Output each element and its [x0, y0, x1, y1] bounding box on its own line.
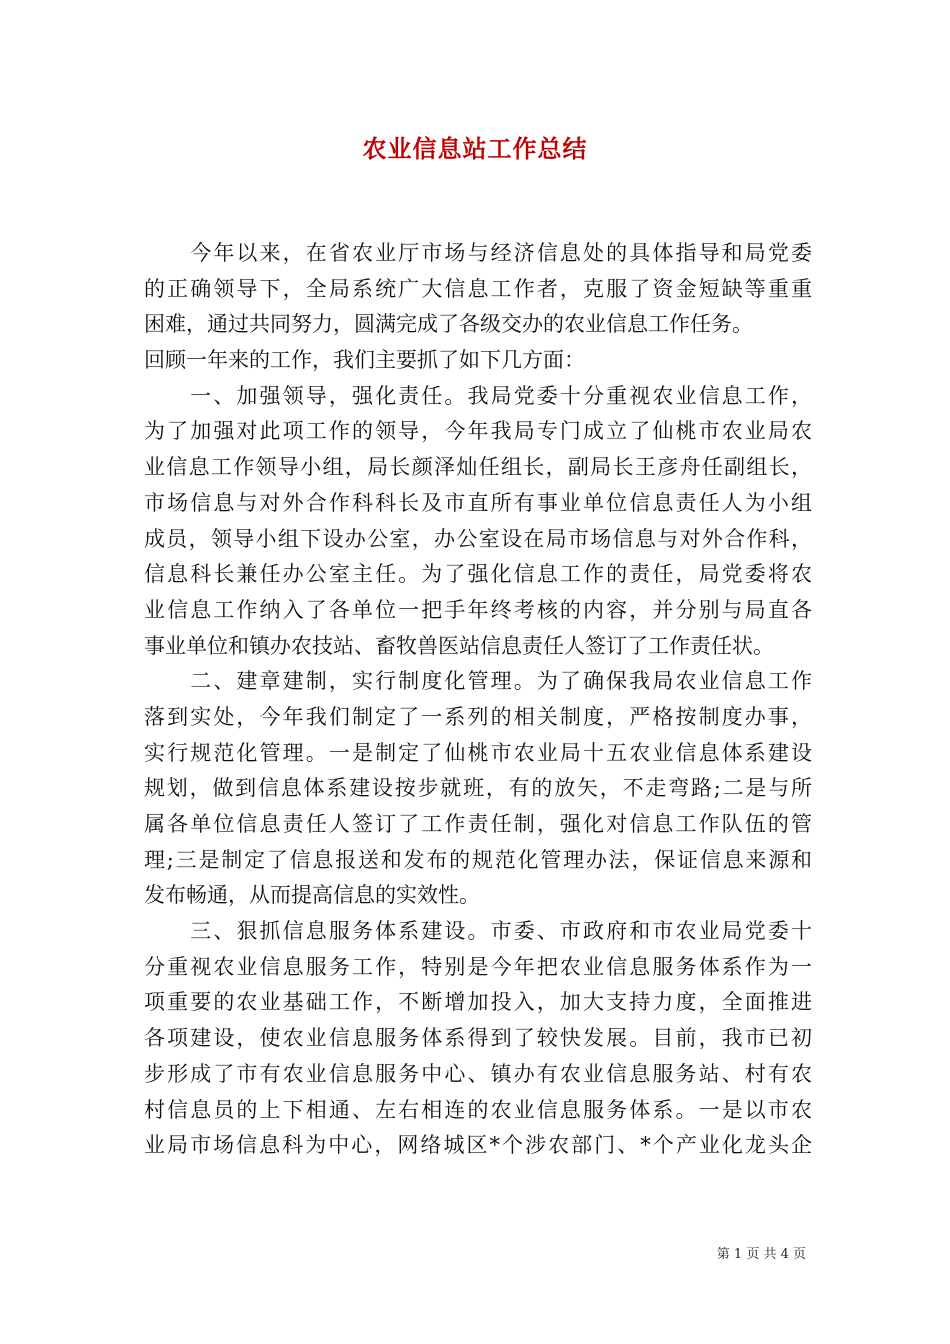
- text-line: 业局市场信息科为中心，网络城区*个涉农部门、*个产业化龙头企: [144, 1133, 812, 1158]
- text-line: 村信息员的上下相通、左右相连的农业信息服务体系。一是以市农: [144, 1097, 812, 1122]
- text-line: 发布畅通，从而提高信息的实效性。: [144, 883, 480, 908]
- text-line: 今年以来，在省农业厅市场与经济信息处的具体指导和局党委: [144, 241, 812, 265]
- text-line: 市场信息与对外合作科科长及市直所有事业单位信息责任人为小组: [144, 490, 812, 515]
- text-line: 的正确领导下，全局系统广大信息工作者，克服了资金短缺等重重: [144, 276, 812, 301]
- text-line: 属各单位信息责任人签订了工作责任制，强化对信息工作队伍的管: [144, 812, 812, 836]
- text-line: 回顾一年来的工作，我们主要抓了如下几方面：: [144, 348, 585, 373]
- text-line: 理;三是制定了信息报送和发布的规范化管理办法，保证信息来源和: [144, 847, 812, 872]
- text-line: 一、加强领导，强化责任。我局党委十分重视农业信息工作，: [144, 383, 812, 408]
- text-line: 成员，领导小组下设办公室，办公室设在局市场信息与对外合作科，: [144, 526, 812, 551]
- document-title: 农业信息站工作总结: [362, 134, 588, 163]
- text-line: 三、狠抓信息服务体系建设。市委、市政府和市农业局党委十: [144, 919, 812, 944]
- text-line: 规划，做到信息体系建设按步就班，有的放矢，不走弯路;二是与所: [144, 776, 812, 801]
- text-line: 二、建章建制，实行制度化管理。为了确保我局农业信息工作: [144, 669, 812, 694]
- text-line: 业信息工作纳入了各单位一把手年终考核的内容，并分别与局直各: [144, 597, 812, 622]
- document-body: [144, 236, 812, 1164]
- text-line: 信息科长兼任办公室主任。为了强化信息工作的责任，局党委将农: [144, 562, 812, 587]
- text-line: 分重视农业信息服务工作，特别是今年把农业信息服务体系作为一: [144, 954, 812, 979]
- page-number-footer: 第 1 页 共 4 页: [716, 1247, 806, 1262]
- text-line: 为了加强对此项工作的领导，今年我局专门成立了仙桃市农业局农: [144, 419, 812, 444]
- text-line: 项重要的农业基础工作，不断增加投入，加大支持力度，全面推进: [144, 990, 812, 1015]
- text-line: 实行规范化管理。一是制定了仙桃市农业局十五农业信息体系建设: [144, 740, 812, 765]
- text-line: 困难，通过共同努力，圆满完成了各级交办的农业信息工作任务。: [144, 312, 753, 337]
- text-line: 业信息工作领导小组，局长颜泽灿任组长，副局长王彦舟任副组长，: [144, 455, 812, 480]
- text-line: 各项建设，使农业信息服务体系得到了较快发展。目前，我市已初: [144, 1026, 812, 1051]
- text-line: 落到实处，今年我们制定了一系列的相关制度，严格按制度办事，: [144, 704, 812, 729]
- text-line: 步形成了市有农业信息服务中心、镇办有农业信息服务站、村有农: [144, 1061, 812, 1086]
- text-line: 事业单位和镇办农技站、畜牧兽医站信息责任人签订了工作责任状。: [144, 633, 774, 658]
